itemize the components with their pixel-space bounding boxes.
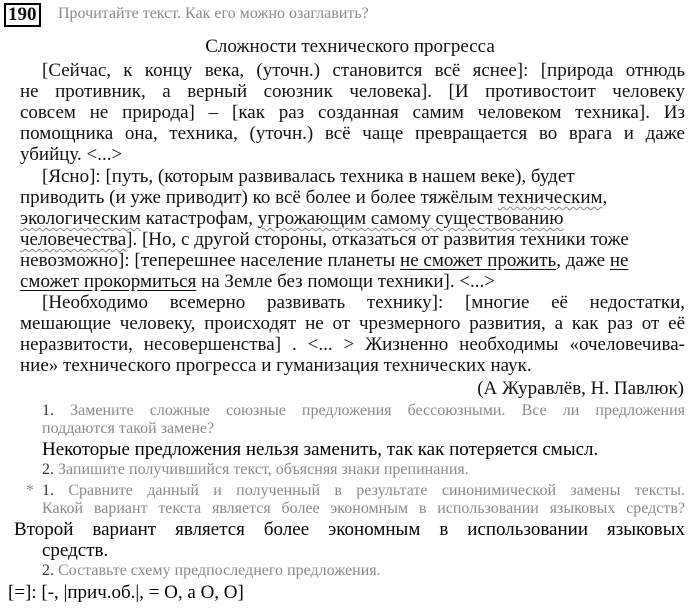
text-segment: приводить (и уже приводит) ко всё более и более тяжёлым — [20, 187, 498, 208]
answer-1: Некоторые предложения нельзя заменить, так как потеряется смысл. — [42, 439, 599, 460]
answer-3-cont: средств. — [42, 540, 109, 561]
text-line — [20, 81, 685, 102]
text-segment: помощника она, техника, (уточн.) всё чаще превращается во врага и даже — [20, 123, 685, 144]
task-number: 1. — [42, 482, 54, 499]
text-segment: ]. [Но, с другой стороны, отказаться от развития техники тоже — [126, 229, 629, 250]
text-line — [20, 313, 685, 334]
underlined-word: техническим — [497, 187, 603, 208]
text-line — [42, 166, 575, 187]
text-line — [20, 271, 495, 292]
answer-4-scheme: [=]: [-, |прич.об.|, = O, а O, O] — [8, 582, 244, 603]
text-segment: невозможно]: [теперешнее население планеты — [20, 250, 401, 271]
underlined-word: сможет прокормиться — [20, 271, 197, 292]
text-line — [42, 60, 685, 81]
task-number: 2. — [42, 461, 54, 478]
answer-3: Второй вариант является более экономным в использовании языковых — [14, 519, 685, 540]
task-3 — [42, 482, 685, 500]
text-segment: катастрофам, — [140, 208, 258, 229]
star-mark: * — [26, 482, 34, 499]
author: (А Журавлёв, Н. Павлюк) — [477, 378, 684, 399]
text-segment: , даже — [556, 250, 610, 271]
exercise-question: Прочитайте текст. Как его можно озаглавить? — [58, 5, 369, 22]
text-segment: на Земле без помощи техники]. <...> — [196, 271, 496, 292]
task-4 — [42, 562, 381, 580]
underlined-word: человечества — [20, 229, 127, 250]
task-text: Сравните данный и полученный в результате синонимической замены тексты. — [68, 482, 686, 499]
text-line — [20, 355, 532, 376]
task-text: Запишите получившийся текст, объясняя знаки препинания. — [58, 461, 469, 478]
text-line — [20, 144, 122, 165]
text-segment: , — [602, 187, 608, 208]
text-segment: [Сейчас, к концу века, (уточн.) становится всё яснее]: [природа отнюдь — [42, 60, 685, 81]
text-line — [20, 250, 628, 271]
underlined-word: экологическим — [20, 208, 141, 229]
task-1 — [42, 402, 685, 420]
text-line — [20, 229, 629, 250]
text-title: Сложности технического прогресса — [205, 36, 495, 57]
text-segment: [Необходимо всемерно развивать технику]: [многие её недостатки, — [42, 292, 685, 313]
task-1-cont: поддаются такой замене? — [42, 420, 215, 437]
underlined-word: не — [609, 250, 629, 271]
text-line — [20, 123, 685, 144]
task-text: Замените сложные союзные предложения бессоюзными. Все ли предложения — [70, 402, 685, 419]
text-segment: мешающие человеку, происходят не от чрезмерного развития, а как раз от её — [20, 313, 685, 334]
exercise-number: 190 — [4, 3, 41, 27]
text-segment: убийцу. <...> — [20, 144, 123, 165]
text-line — [20, 102, 685, 123]
task-3-cont: Какой вариант текста является более экономным в использовании языковых средств? — [42, 500, 685, 517]
text-segment: неразвитости, несовершенства] . <... > Жизненно необходимы «очеловечива- — [20, 334, 685, 355]
text-line — [20, 334, 685, 355]
task-number: 2. — [42, 562, 54, 579]
underlined-word: угрожающим самому существованию — [257, 208, 564, 229]
text-segment: не противник, а верный союзник человека]. [И противостоит человеку — [20, 81, 685, 102]
task-number: 1. — [42, 402, 54, 419]
text-line — [42, 292, 685, 313]
underlined-word: не сможет прожить — [400, 250, 557, 271]
task-2 — [42, 461, 469, 479]
text-line — [20, 208, 563, 229]
task-text: Составьте схему предпоследнего предложения. — [58, 562, 381, 579]
text-segment: [Ясно]: [путь, (которым развивалась техника в нашем веке), будет — [42, 166, 575, 187]
text-segment: ние» технического прогресса и гуманизация технических наук. — [20, 355, 532, 376]
text-line — [20, 187, 607, 208]
text-segment: совсем не природа] – [как раз созданная самим человеком техника]. Из — [20, 102, 685, 123]
